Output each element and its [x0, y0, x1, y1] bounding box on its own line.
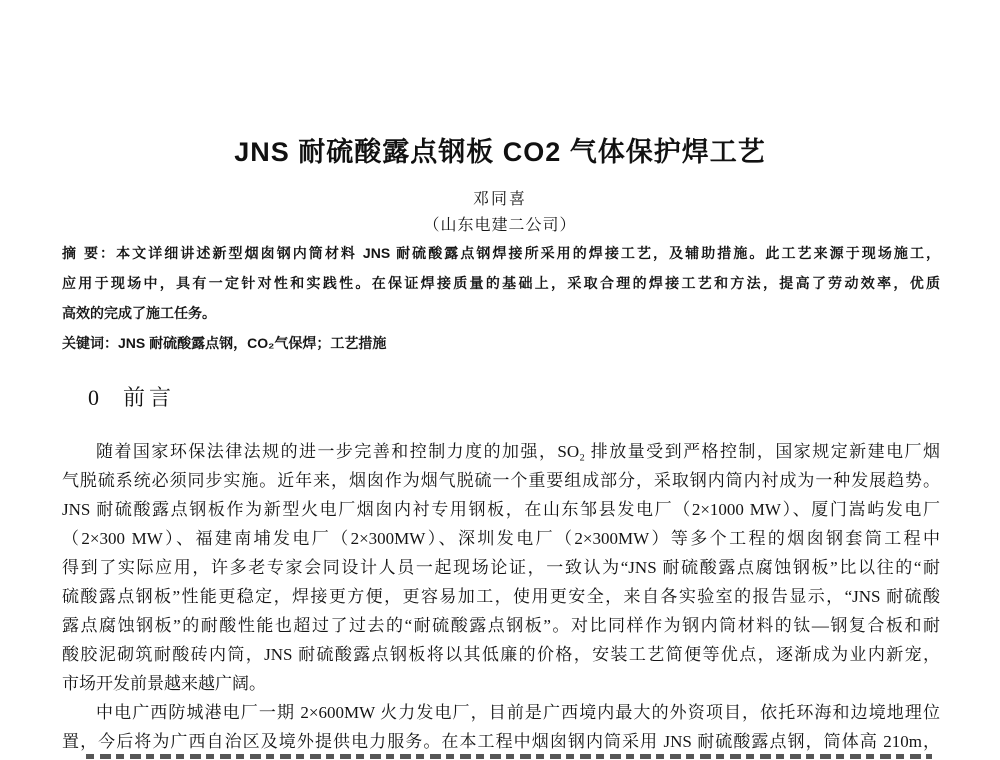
paper-affiliation: （山东电建二公司） [423, 217, 577, 234]
body-line: 得到了实际应用，许多老专家会同设计人员一起现场论证，一致认为“JNS 耐硫酸露点腐蚀钢板”比以往的“耐 [62, 558, 940, 577]
body-line: 置，今后将为广西自治区及境外提供电力服务。在本工程中烟囱钢内筒采用 JNS 耐硫酸露点钢，筒体高 210m， [62, 732, 940, 751]
body-line: 硫酸露点钢板”性能更稳定，焊接更方便，更容易加工，使用更安全，来自各实验室的报告显示，“JNS 耐硫酸 [62, 587, 940, 606]
section-title: 前言 [123, 385, 176, 410]
abstract-line [62, 238, 940, 268]
body-line: 中电广西防城港电厂一期 2×600MW 火力发电厂，目前是广西境内最大的外资项目，依托环海和边境地理位 [96, 703, 940, 722]
abstract-line: 应用于现场中，具有一定针对性和实践性。在保证焊接质量的基础上，采取合理的焊接工艺和方法，提高了劳动效率，优质 [62, 275, 940, 291]
section-number: 0 [88, 385, 99, 410]
abstract-label: 摘 要： [62, 245, 117, 261]
abstract-text-line-1: 本文详细讲述新型烟囱钢内筒材料 JNS 耐硫酸露点钢焊接所采用的焊接工艺，及辅助措施。此工艺来源于现场施工， [116, 245, 940, 261]
paper-title: JNS 耐硫酸露点钢板 CO2 气体保护焊工艺 [234, 137, 766, 167]
abstract-block [62, 238, 940, 358]
abstract-line: 高效的完成了施工任务。 [62, 305, 216, 321]
keywords-text: JNS 耐硫酸露点钢，CO₂气保焊；工艺措施 [118, 335, 387, 351]
body-line: JNS 耐硫酸露点钢板作为新型火电厂烟囱内衬专用钢板，在山东邹县发电厂（2×1000 MW）、厦门嵩屿发电厂 [62, 500, 940, 519]
body-line: （2×300 MW）、福建南埔发电厂（2×300MW）、深圳发电厂（2×300MW）等多个工程的烟囱钢套筒工程中 [62, 529, 940, 548]
body-line: 酸胶泥砌筑耐酸砖内筒，JNS 耐硫酸露点钢板将以其低廉的价格，安装工艺简便等优点，逐渐成为业内新宠， [62, 645, 940, 664]
body-text [62, 437, 940, 756]
body-line: 市场开发前景越来越广阔。 [62, 674, 266, 693]
section-heading [88, 381, 175, 412]
body-line: 随着国家环保法律法规的进一步完善和控制力度的加强，SO₂ 排放量受到严格控制，国家规定新建电厂烟 [96, 442, 940, 461]
body-line: 露点腐蚀钢板”的耐酸性能也超过了过去的“耐硫酸露点钢板”。对比同样作为钢内筒材料的钛—钢复合板和耐 [62, 616, 940, 635]
clipped-text-line-remnant [86, 754, 932, 759]
keywords-label: 关键词： [62, 335, 118, 351]
body-line: 气脱硫系统必须同步实施。近年来，烟囱作为烟气脱硫一个重要组成部分，采取钢内筒内衬成为一种发展趋势。 [62, 471, 940, 490]
keywords-line [62, 328, 940, 358]
paper-author: 邓同喜 [472, 191, 527, 208]
